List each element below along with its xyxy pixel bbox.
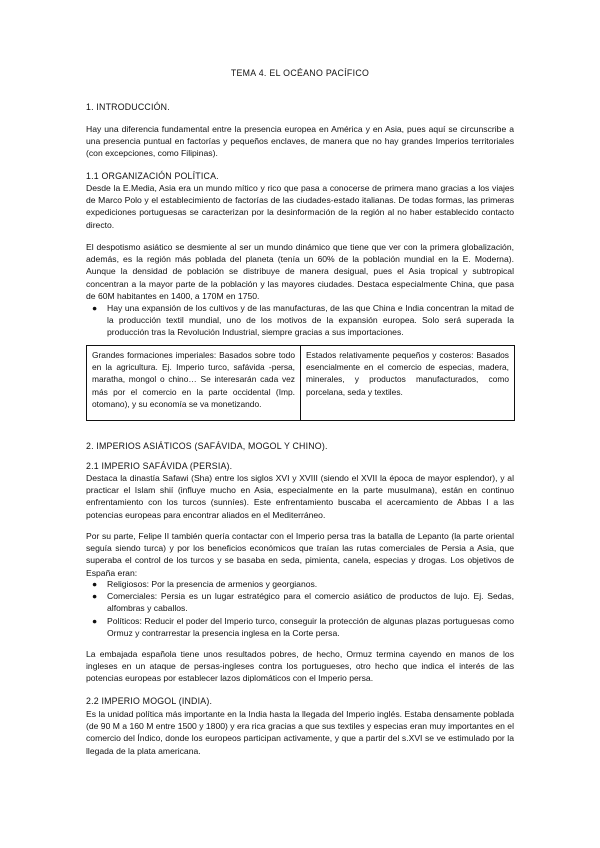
intro-paragraph: Hay una diferencia fundamental entre la presencia europea en América y en Asia, pues aquí se circunscribe a una presencia puntual en factorías y pequeños enclaves, de manera que no hay grandes Imperios territoriales (con excepciones, como Filipinas).	[86, 124, 514, 159]
list-item-text: Hay una expansión de los cultivos y de las manufacturas, de las que China e India concentran la mitad de la producción textil mundial, uno de los motivos de la expansión europea. Solo será superada la producción tras la Revolución Industrial, siempre gracias a sus importaciones.	[107, 303, 514, 338]
table-row	[87, 346, 515, 421]
page-title: TEMA 4. EL OCÉANO PACÍFICO	[230, 68, 370, 78]
section-2-heading: 2. IMPERIOS ASIÁTICOS (SAFÁVIDA, MOGOL Y CHINO).	[86, 441, 328, 451]
safavida-paragraph-1: Destaca la dinastía Safawi (Sha) entre los siglos XVI y XVIII (siendo el XVII la época de mayor esplendor), y al practicar el Islam shií (influye mucho en Asia, especialmente en la parte musulmana), están en continuo enfrentamiento con los turcos (sunníes). Este enfrentamiento buscaba el acercamiento de Abbas I a las potencias europeas para encontrar aliados en el Mediterráneo.	[86, 473, 514, 520]
bullet-icon: ●	[92, 591, 98, 602]
political-formations-table	[86, 345, 515, 421]
bullet-icon: ●	[92, 579, 98, 589]
list-item	[86, 615, 514, 639]
embajada-paragraph: La embajada española tiene unos resultados pobres, de hecho, Ormuz termina cayendo en manos de los ingleses en un ataque de persas-ingleses contra los portugueses, otro hecho que indica el interés de las potencias europeas por establecer lazos diplomáticos con el Imperio persa.	[86, 649, 514, 684]
section-2-2-heading: 2.2 IMPERIO MOGOL (INDIA).	[86, 696, 213, 706]
section-2-1-heading: 2.1 IMPERIO SAFÁVIDA (PERSIA).	[86, 461, 233, 471]
section-1-heading: 1. INTRODUCCIÓN.	[86, 102, 170, 112]
list-item-text: Religiosos: Por la presencia de armenios y georgianos.	[107, 579, 318, 589]
list-item	[86, 578, 514, 590]
mogol-paragraph: Es la unidad política más importante en la India hasta la llegada del Imperio inglés. Estaba densamente poblada (de 90 M a 160 M entre 1500 y 1800) y era rica gracias a que sus textiles y especias eran muy importantes en el comercio del Índico, donde los europeos participan activamente, y que a partir del s.XVI se ve estimulado por la llegada de la plata americana.	[86, 709, 515, 756]
list-item	[86, 302, 514, 339]
safavida-paragraph-2: Por su parte, Felipe II también quería contactar con el Imperio persa tras la batalla de Lepanto (la parte oriental seguía siendo turca) y por los beneficios económicos que traían las rutas comerciales de Persia a Asia, que superaba el control de los turcos y se basaba en seda, pimienta, canela, especias y drogas. Los objetivos de España eran:	[86, 531, 514, 578]
table-cell-coastal: Estados relativamente pequeños y costeros: Basados esencialmente en el comercio de especias, madera, minerales, y productos manufacturados, como porcelana, seda y textiles.	[301, 346, 515, 421]
section-1-1-heading: 1.1 ORGANIZACIÓN POLÍTICA.	[86, 171, 219, 181]
list-item-text: Políticos: Reducir el poder del Imperio turco, conseguir la protección de algunas plazas portuguesas como Ormuz y contrarrestar la presencia inglesa en la Corte persa.	[107, 615, 514, 638]
list-item-text: Comerciales: Persia es un lugar estratégico para el comercio asiático de productos de lujo. Ej. Sedas, alfombras y caballos.	[107, 591, 514, 614]
spain-objectives-list	[86, 578, 514, 639]
list-item	[86, 590, 514, 614]
table-cell-imperial: Grandes formaciones imperiales: Basados sobre todo en la agricultura. Ej. Imperio turco, safávida -persa, maratha, mongol o chino… Se interesarán cada vez más por el comercio en la parte occidental (Imp. otomano), y su economía se va monetizando.	[87, 346, 301, 421]
organizacion-paragraph-2: El despotismo asiático se desmiente al ser un mundo dinámico que tiene que ver con la primera globalización, además, es la región más poblada del planeta (tenía un 60% de la población mundial en la E. Moderna). Aunque la densidad de población se distribuye de manera desigual, pues el Asia tropical y subtropical concentran a la mayor parte de la población y las mayores ciudades. Destaca especialmente China, que pasa de 60M habitantes en 1400, a 170M en 1750.	[86, 242, 514, 301]
expansion-bullet-list	[86, 302, 514, 339]
bullet-icon: ●	[92, 303, 98, 313]
organizacion-paragraph-1: Desde la E.Media, Asia era un mundo mítico y rico que pasa a conocerse de primera mano gracias a los viajes de Marco Polo y el establecimiento de factorías de las ciudades-estado italianas. De todas formas, las primeras expediciones portuguesas se caracterizan por la desinformación de la región al no haber establecido contacto directo.	[86, 183, 514, 230]
bullet-icon: ●	[92, 615, 98, 626]
